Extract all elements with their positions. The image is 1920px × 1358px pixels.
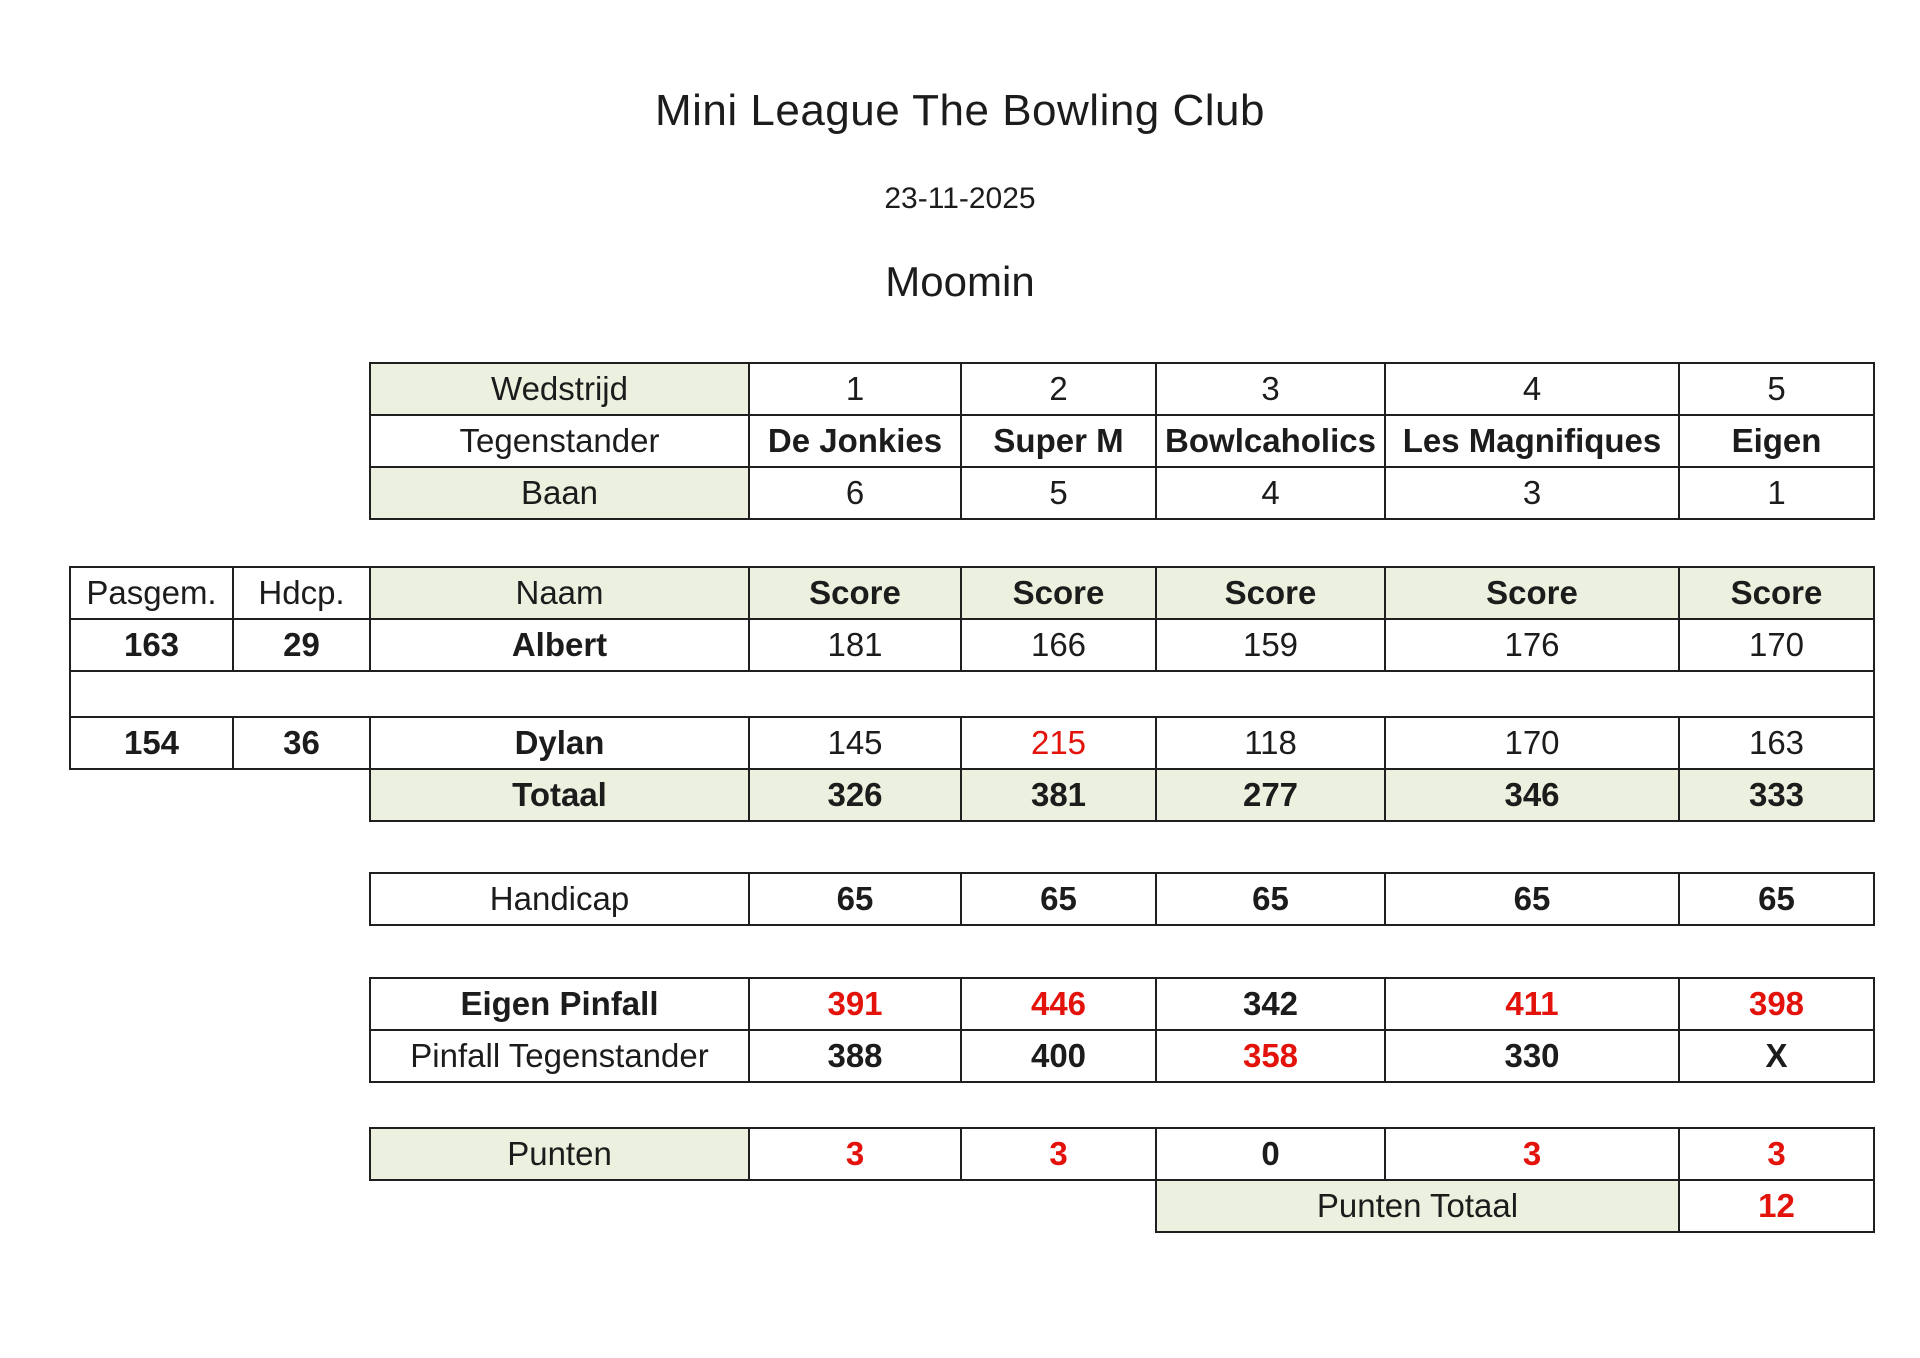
player-score-table bbox=[69, 566, 1875, 822]
pinfall-tegenstander-label: Pinfall Tegenstander bbox=[370, 1030, 749, 1082]
schedule-row-baan bbox=[370, 467, 1874, 519]
score-header: Score bbox=[1679, 567, 1874, 619]
score-header: Score bbox=[961, 567, 1156, 619]
wedstrijd-number: 2 bbox=[961, 363, 1156, 415]
game-score: 118 bbox=[1156, 717, 1385, 769]
score-header: Score bbox=[1156, 567, 1385, 619]
eigen-pinfall-label: Eigen Pinfall bbox=[370, 978, 749, 1030]
game-score: 163 bbox=[1679, 717, 1874, 769]
player-hdcp: 29 bbox=[233, 619, 370, 671]
punten-value: 0 bbox=[1156, 1128, 1385, 1180]
totaal-value: 326 bbox=[749, 769, 961, 821]
punten-totaal-label: Punten Totaal bbox=[1156, 1180, 1679, 1232]
match-date: 23-11-2025 bbox=[884, 182, 1036, 215]
player-name: Dylan bbox=[370, 717, 749, 769]
game-score: 145 bbox=[749, 717, 961, 769]
handicap-row bbox=[370, 873, 1874, 925]
player-pasgem: 163 bbox=[70, 619, 233, 671]
pasgem-header: Pasgem. bbox=[70, 567, 233, 619]
team-name: Moomin bbox=[885, 258, 1035, 305]
pinfall-tegenstander-value: 358 bbox=[1156, 1030, 1385, 1082]
hdcp-header: Hdcp. bbox=[233, 567, 370, 619]
eigen-pinfall-value: 398 bbox=[1679, 978, 1874, 1030]
game-score: 176 bbox=[1385, 619, 1679, 671]
opponent-name: Les Magnifiques bbox=[1385, 415, 1679, 467]
totaal-value: 333 bbox=[1679, 769, 1874, 821]
game-score: 215 bbox=[961, 717, 1156, 769]
score-header: Score bbox=[749, 567, 961, 619]
handicap-value: 65 bbox=[961, 873, 1156, 925]
eigen-pinfall-value: 391 bbox=[749, 978, 961, 1030]
wedstrijd-label: Wedstrijd bbox=[370, 363, 749, 415]
totaal-value: 381 bbox=[961, 769, 1156, 821]
handicap-value: 65 bbox=[749, 873, 961, 925]
punten-value: 3 bbox=[1385, 1128, 1679, 1180]
baan-number: 1 bbox=[1679, 467, 1874, 519]
player-row-dylan bbox=[70, 717, 1874, 769]
handicap-table bbox=[369, 872, 1875, 926]
punten-totaal-spacer bbox=[961, 1180, 1156, 1232]
score-header-row bbox=[70, 567, 1874, 619]
empty-row-cell bbox=[70, 671, 1874, 717]
page-title: Mini League The Bowling Club bbox=[655, 86, 1265, 135]
pinfall-tegenstander-value: 330 bbox=[1385, 1030, 1679, 1082]
game-score: 170 bbox=[1385, 717, 1679, 769]
punten-totaal-value: 12 bbox=[1679, 1180, 1874, 1232]
opponent-name: Bowlcaholics bbox=[1156, 415, 1385, 467]
totaal-spacer bbox=[233, 769, 370, 821]
handicap-label: Handicap bbox=[370, 873, 749, 925]
game-score: 159 bbox=[1156, 619, 1385, 671]
handicap-value: 65 bbox=[1679, 873, 1874, 925]
player-name: Albert bbox=[370, 619, 749, 671]
baan-number: 4 bbox=[1156, 467, 1385, 519]
eigen-pinfall-row bbox=[370, 978, 1874, 1030]
pinfall-tegenstander-value: 388 bbox=[749, 1030, 961, 1082]
punten-value: 3 bbox=[1679, 1128, 1874, 1180]
punten-value: 3 bbox=[961, 1128, 1156, 1180]
opponent-name: Eigen bbox=[1679, 415, 1874, 467]
punten-totaal-row bbox=[370, 1180, 1874, 1232]
wedstrijd-number: 3 bbox=[1156, 363, 1385, 415]
score-header: Score bbox=[1385, 567, 1679, 619]
wedstrijd-number: 1 bbox=[749, 363, 961, 415]
punten-label: Punten bbox=[370, 1128, 749, 1180]
pinfall-tegenstander-row bbox=[370, 1030, 1874, 1082]
opponent-name: De Jonkies bbox=[749, 415, 961, 467]
totaal-row bbox=[70, 769, 1874, 821]
totaal-spacer bbox=[70, 769, 233, 821]
punten-table bbox=[369, 1127, 1875, 1233]
totaal-label: Totaal bbox=[370, 769, 749, 821]
tegenstander-label: Tegenstander bbox=[370, 415, 749, 467]
eigen-pinfall-value: 446 bbox=[961, 978, 1156, 1030]
schedule-row-wedstrijd bbox=[370, 363, 1874, 415]
player-row-albert bbox=[70, 619, 1874, 671]
totaal-value: 277 bbox=[1156, 769, 1385, 821]
pinfall-tegenstander-value: X bbox=[1679, 1030, 1874, 1082]
player-pasgem: 154 bbox=[70, 717, 233, 769]
handicap-value: 65 bbox=[1156, 873, 1385, 925]
game-score: 166 bbox=[961, 619, 1156, 671]
baan-number: 6 bbox=[749, 467, 961, 519]
eigen-pinfall-value: 342 bbox=[1156, 978, 1385, 1030]
baan-number: 3 bbox=[1385, 467, 1679, 519]
schedule-row-tegenstander bbox=[370, 415, 1874, 467]
handicap-value: 65 bbox=[1385, 873, 1679, 925]
player-hdcp: 36 bbox=[233, 717, 370, 769]
game-score: 170 bbox=[1679, 619, 1874, 671]
opponent-name: Super M bbox=[961, 415, 1156, 467]
wedstrijd-number: 4 bbox=[1385, 363, 1679, 415]
wedstrijd-number: 5 bbox=[1679, 363, 1874, 415]
punten-totaal-spacer bbox=[749, 1180, 961, 1232]
baan-number: 5 bbox=[961, 467, 1156, 519]
eigen-pinfall-value: 411 bbox=[1385, 978, 1679, 1030]
empty-player-row bbox=[70, 671, 1874, 717]
baan-label: Baan bbox=[370, 467, 749, 519]
naam-header: Naam bbox=[370, 567, 749, 619]
punten-row bbox=[370, 1128, 1874, 1180]
totaal-value: 346 bbox=[1385, 769, 1679, 821]
punten-totaal-spacer bbox=[370, 1180, 749, 1232]
game-score: 181 bbox=[749, 619, 961, 671]
schedule-table bbox=[369, 362, 1875, 520]
pinfall-table bbox=[369, 977, 1875, 1083]
punten-value: 3 bbox=[749, 1128, 961, 1180]
pinfall-tegenstander-value: 400 bbox=[961, 1030, 1156, 1082]
